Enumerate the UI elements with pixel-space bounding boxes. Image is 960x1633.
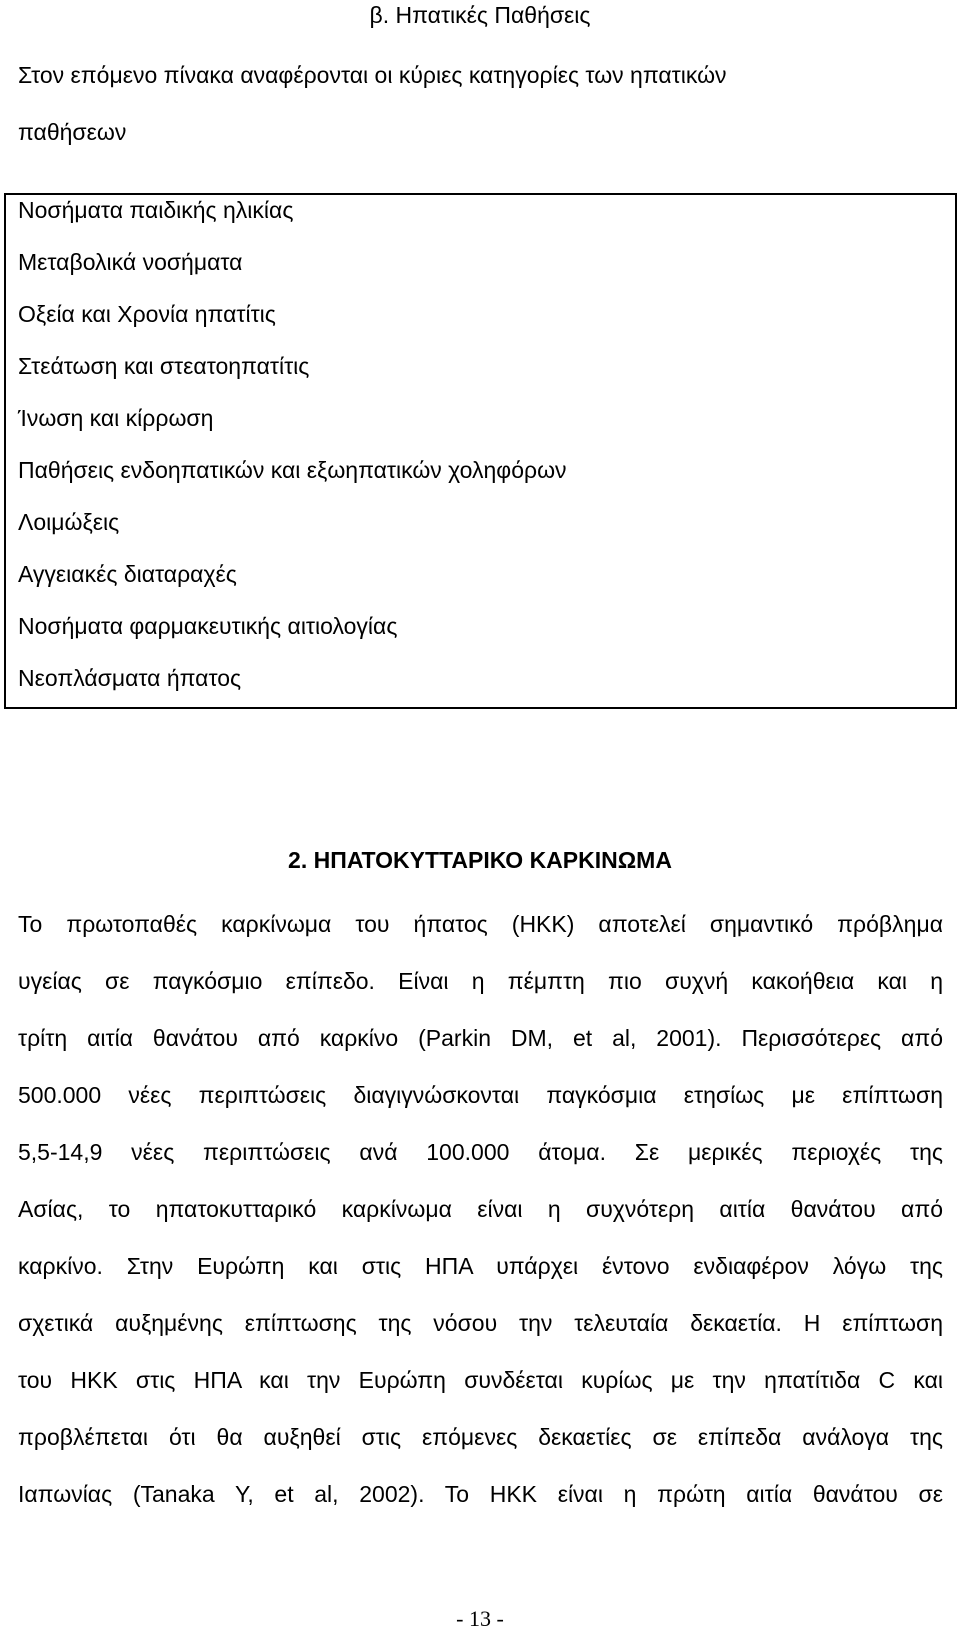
table-row: Οξεία και Χρονία ηπατίτις [18,301,276,327]
paragraph-line: τρίτη αιτία θανάτου από καρκίνο (Parkin DM, et al, 2001). Περισσότερες από [18,1025,943,1051]
categories-table [4,193,957,709]
paragraph-line: του ΗΚΚ στις ΗΠΑ και την Ευρώπη συνδέεται κυρίως με την ηπατίτιδα C και [18,1367,943,1393]
paragraph-line: 500.000 νέες περιπτώσεις διαγιγνώσκονται παγκόσμια ετησίως με επίπτωση [18,1082,943,1108]
intro-line: Στον επόμενο πίνακα αναφέρονται οι κύριες κατηγορίες των ηπατικών [18,62,727,88]
table-row: Ίνωση και κίρρωση [18,405,214,431]
table-row: Νοσήματα παιδικής ηλικίας [18,197,294,223]
table-row: Λοιμώξεις [18,509,120,535]
section-heading: β. Ηπατικές Παθήσεις [369,2,591,28]
paragraph-line: υγείας σε παγκόσμιο επίπεδο. Είναι η πέμπτη πιο συχνή κακοήθεια και η [18,968,943,994]
chapter-heading: 2. ΗΠΑΤΟΚΥΤΤΑΡΙΚΟ ΚΑΡΚΙΝΩΜΑ [288,847,672,873]
paragraph-line: Ιαπωνίας (Tanaka Y, et al, 2002). Το ΗΚΚ είναι η πρώτη αιτία θανάτου σε [18,1481,943,1507]
paragraph-line: σχετικά αυξημένης επίπτωσης της νόσου την τελευταία δεκαετία. Η επίπτωση [18,1310,943,1336]
table-row: Αγγειακές διαταραχές [18,561,237,587]
paragraph-line: προβλέπεται ότι θα αυξηθεί στις επόμενες δεκαετίες σε επίπεδα ανάλογα της [18,1424,943,1450]
table-row: Νοσήματα φαρμακευτικής αιτιολογίας [18,613,398,639]
table-row: Νεοπλάσματα ήπατος [18,665,242,691]
paragraph-line: 5,5-14,9 νέες περιπτώσεις ανά 100.000 άτομα. Σε μερικές περιοχές της [18,1139,943,1165]
table-row: Παθήσεις ενδοηπατικών και εξωηπατικών χοληφόρων [18,457,567,483]
paragraph-line: Ασίας, το ηπατοκυτταρικό καρκίνωμα είναι η συχνότερη αιτία θανάτου από [18,1196,943,1222]
paragraph-line: Το πρωτοπαθές καρκίνωμα του ήπατος (ΗΚΚ) αποτελεί σημαντικό πρόβλημα [18,911,943,937]
table-row: Μεταβολικά νοσήματα [18,249,243,275]
paragraph-line: καρκίνο. Στην Ευρώπη και στις ΗΠΑ υπάρχει έντονο ενδιαφέρον λόγω της [18,1253,943,1279]
table-row: Στεάτωση και στεατοηπατίτις [18,353,310,379]
page-number: - 13 - [456,1606,504,1631]
intro-line: παθήσεων [18,119,127,145]
